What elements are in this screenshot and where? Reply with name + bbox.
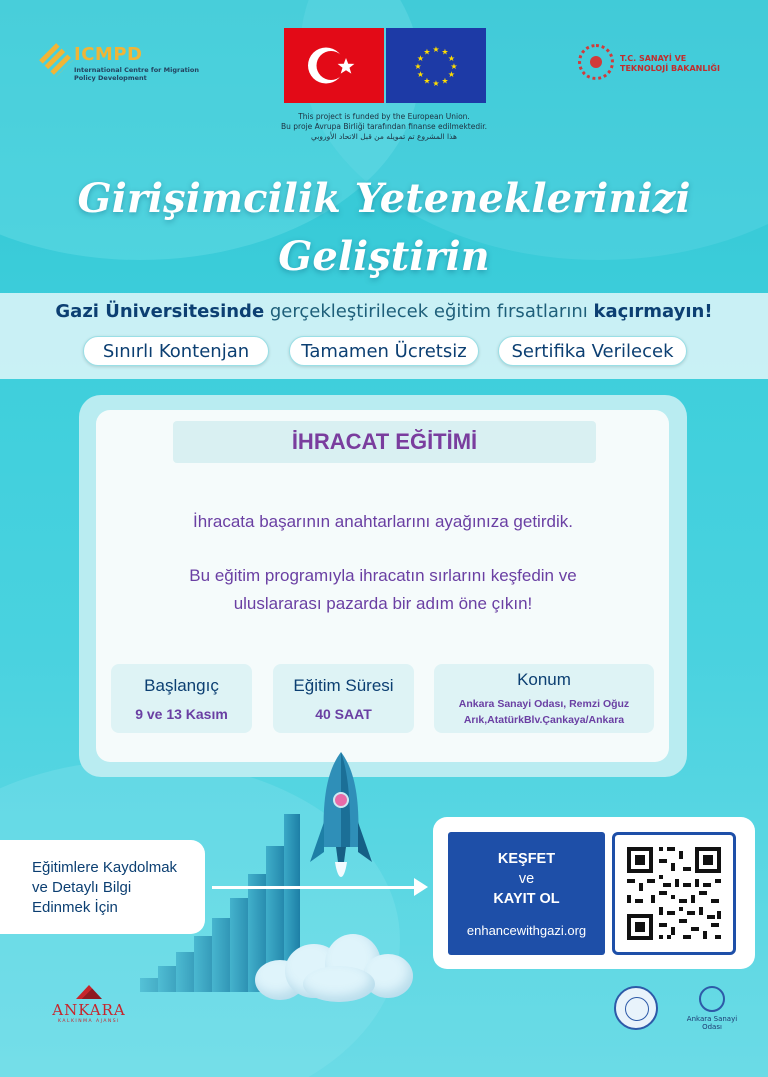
ankara-mark-icon bbox=[76, 985, 102, 999]
svg-text:★: ★ bbox=[423, 76, 431, 86]
event-desc-2 bbox=[110, 562, 656, 618]
ankara-sub: KALKINMA AJANSI bbox=[58, 1019, 120, 1024]
bar-step bbox=[194, 936, 212, 992]
svg-text:★: ★ bbox=[416, 70, 425, 79]
icmpd-mark-icon bbox=[39, 43, 73, 77]
cta-line3: KAYIT OL bbox=[493, 891, 560, 907]
event-desc-2b: uluslararası pazarda bir adım öne çıkın! bbox=[233, 594, 533, 613]
info-location bbox=[434, 664, 654, 733]
pill-free: Tamamen Ücretsiz bbox=[289, 336, 479, 366]
smoke-clouds bbox=[255, 930, 415, 1002]
ankara-agency-logo bbox=[44, 985, 134, 1029]
svg-text:★: ★ bbox=[441, 47, 449, 57]
bar-step bbox=[176, 952, 194, 992]
cloud-shape bbox=[303, 966, 375, 1002]
start-label: Başlangıç bbox=[144, 675, 219, 695]
tagline bbox=[0, 301, 768, 322]
cta-discover-register[interactable] bbox=[448, 832, 605, 955]
ministry-logo bbox=[578, 44, 728, 84]
gazi-university-seal-icon bbox=[614, 986, 658, 1030]
bar-step bbox=[140, 978, 158, 992]
ankara-name: ANKARA bbox=[52, 1001, 126, 1019]
info-start bbox=[111, 664, 252, 733]
qr-code-icon bbox=[615, 835, 733, 952]
svg-text:★: ★ bbox=[432, 45, 440, 54]
funding-notice bbox=[244, 112, 524, 142]
eu-flag-icon bbox=[386, 28, 486, 103]
register-info-text bbox=[32, 858, 177, 918]
arrow-right-icon bbox=[414, 878, 428, 896]
cta-line2: ve bbox=[518, 871, 535, 887]
rocket-icon bbox=[308, 752, 374, 907]
svg-text:★: ★ bbox=[423, 47, 431, 57]
bar-step bbox=[158, 966, 176, 992]
svg-text:★: ★ bbox=[414, 62, 422, 71]
svg-text:★: ★ bbox=[447, 70, 456, 79]
headline bbox=[0, 170, 768, 286]
register-line1: Eğitimlere Kaydolmak bbox=[32, 859, 178, 876]
location-label: Konum bbox=[517, 669, 571, 689]
svg-text:★: ★ bbox=[450, 62, 458, 71]
headline-line2: Geliştirin bbox=[278, 233, 490, 280]
svg-text:★: ★ bbox=[447, 54, 456, 63]
icmpd-logo bbox=[44, 44, 214, 88]
location-line1: Ankara Sanayi Odası, Remzi Oğuz bbox=[458, 697, 630, 710]
funding-en: This project is funded by the European Union. bbox=[298, 112, 470, 121]
duration-value: 40 SAAT bbox=[315, 705, 372, 722]
aso-name: Ankara Sanayi Odası bbox=[686, 1015, 738, 1031]
funding-tr: Bu proje Avrupa Birliği tarafından finanse edilmektedir. bbox=[281, 122, 487, 131]
tagline-part3: kaçırmayın! bbox=[593, 301, 713, 322]
location-line2: Arık,AtatürkBlv.Çankaya/Ankara bbox=[463, 713, 625, 726]
bar-step bbox=[230, 898, 248, 992]
info-duration bbox=[273, 664, 414, 733]
svg-text:★: ★ bbox=[416, 54, 425, 63]
arrow-line bbox=[212, 886, 417, 889]
pill-certificate: Sertifika Verilecek bbox=[498, 336, 687, 366]
event-desc-1: İhracata başarının anahtarlarını ayağınıza getirdik. bbox=[193, 512, 573, 531]
bar-step bbox=[212, 918, 230, 992]
headline-line1: Girişimcilik Yeteneklerinizi bbox=[77, 175, 691, 222]
turkey-flag-icon bbox=[284, 28, 384, 103]
start-value: 9 ve 13 Kasım bbox=[135, 705, 228, 722]
event-title: İHRACAT EĞİTİMİ bbox=[173, 421, 596, 463]
pill-limited-quota: Sınırlı Kontenjan bbox=[83, 336, 269, 366]
event-desc-2a: Bu eğitim programıyla ihracatın sırlarını keşfedin ve bbox=[189, 566, 577, 585]
location-value bbox=[459, 696, 629, 728]
ministry-emblem-icon bbox=[578, 44, 614, 80]
funding-ar: هذا المشروع تم تمويله من قبل الاتحاد الأوروبي bbox=[311, 132, 457, 141]
icmpd-name: ICMPD bbox=[74, 44, 143, 65]
svg-text:★: ★ bbox=[441, 76, 449, 86]
ministry-line2: TEKNOLOJİ BAKANLIĞI bbox=[620, 64, 720, 73]
register-line3: Edinmek İçin bbox=[32, 899, 118, 916]
cta-line1: KEŞFET bbox=[497, 851, 556, 867]
aso-logo bbox=[676, 986, 748, 1030]
qr-code[interactable] bbox=[612, 832, 736, 955]
ministry-name bbox=[620, 54, 720, 74]
ministry-line1: T.C. SANAYİ VE bbox=[620, 54, 687, 63]
cta-url-link[interactable]: enhancewithgazi.org bbox=[466, 923, 587, 938]
tagline-part2: gerçekleştirilecek eğitim fırsatlarını bbox=[264, 301, 594, 322]
icmpd-full-name: International Centre for Migration Policy Development bbox=[74, 66, 200, 82]
duration-label: Eğitim Süresi bbox=[293, 675, 394, 695]
aso-mark-icon bbox=[699, 986, 725, 1012]
tagline-part1: Gazi Üniversitesinde bbox=[55, 301, 265, 322]
svg-text:★: ★ bbox=[432, 79, 440, 88]
register-line2: ve Detaylı Bilgi bbox=[32, 879, 132, 896]
